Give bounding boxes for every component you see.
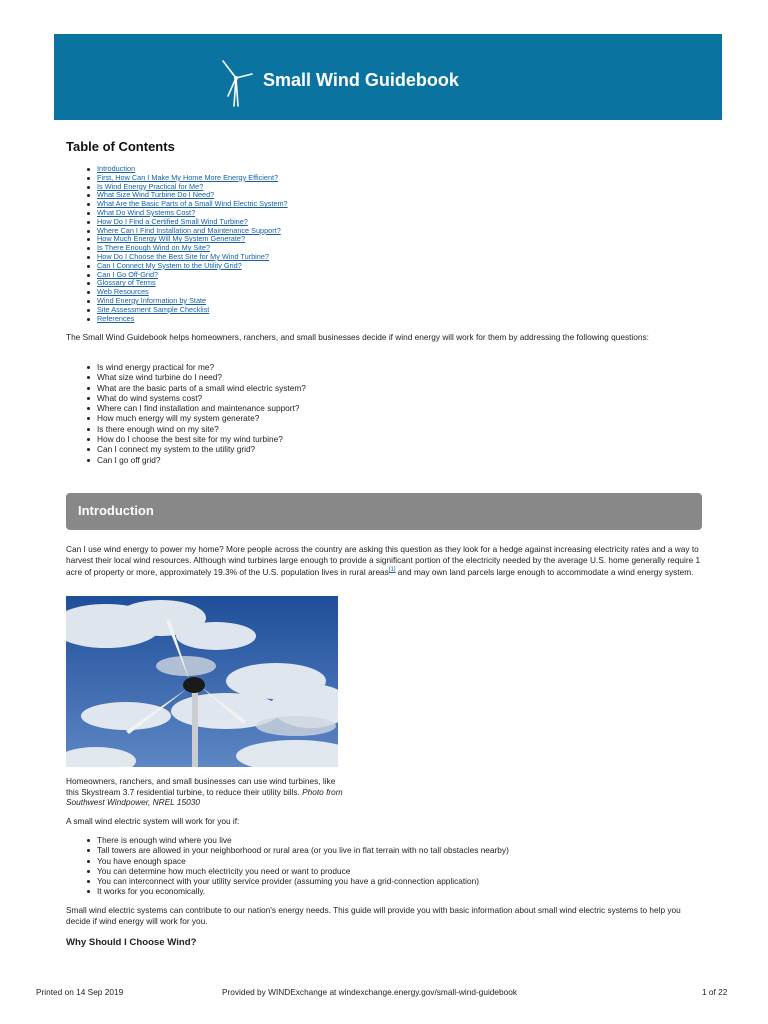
- toc-link[interactable]: Can I Connect My System to the Utility Grid?: [97, 260, 242, 270]
- question-item: Can I connect my system to the utility grid?: [87, 444, 306, 454]
- photo-caption: [66, 776, 346, 808]
- intro-text-end: and may own land parcels large enough to accommodate a wind energy system.: [395, 566, 694, 577]
- intro-body-paragraph: [66, 544, 702, 577]
- section-title: Introduction: [78, 503, 154, 518]
- question-item: What size wind turbine do I need?: [87, 372, 306, 382]
- questions-list: [87, 362, 306, 465]
- toc-link[interactable]: Wind Energy Information by State: [97, 295, 207, 305]
- caption-text: Homeowners, ranchers, and small businesses can use wind turbines, like this Skystream 3.7 residential turbine, to reduce their utility bills.: [66, 776, 336, 797]
- intro-text: Can I use wind energy to power my home? More people across the country are asking this question as they look for a hedge against increasing electricity rates and a way to harvest their local wind resources. Although wind turbines large enough to provide a significant portion of the electricity needed by the average U.S. home generally require 1 acre of property or more, approximately 19.3% of the U.S. population lives in rural areas: [66, 544, 701, 577]
- question-item: Is wind energy practical for me?: [87, 362, 306, 372]
- question-item: Can I go off grid?: [87, 455, 306, 465]
- page-title: Small Wind Guidebook: [263, 70, 459, 90]
- toc-link[interactable]: What Are the Basic Parts of a Small Wind Electric System?: [97, 199, 288, 209]
- question-item: Is there enough wind on my site?: [87, 424, 306, 434]
- question-item: What are the basic parts of a small wind electric system?: [87, 383, 306, 393]
- toc-list: [87, 165, 288, 323]
- condition-item: You can interconnect with your utility service provider (assuming you have a grid-connection application): [87, 876, 509, 886]
- question-item: What do wind systems cost?: [87, 393, 306, 403]
- footer-printed: Printed on 14 Sep 2019: [36, 987, 124, 997]
- question-item: How much energy will my system generate?: [87, 413, 306, 423]
- toc-link[interactable]: What Size Wind Turbine Do I Need?: [97, 190, 215, 200]
- toc-link[interactable]: Introduction: [97, 164, 136, 173]
- condition-item: Tall towers are allowed in your neighborhood or rural area (or you live in flat terrain with no tall obstacles nearby): [87, 845, 509, 855]
- reference-link[interactable]: [1]: [388, 567, 396, 573]
- condition-item: You have enough space: [87, 856, 509, 866]
- wind-turbine-photo: [66, 596, 338, 767]
- wind-turbine-icon: [218, 58, 254, 108]
- toc-link[interactable]: How Much Energy Will My System Generate?: [97, 234, 246, 244]
- closing-paragraph: Small wind electric systems can contribute to our nation's energy needs. This guide will provide you with basic information about small wind electric systems to help you decide if wind energy will work for you.: [66, 905, 681, 926]
- works-list: [87, 835, 509, 897]
- subheading: Why Should I Choose Wind?: [66, 937, 197, 948]
- toc-link[interactable]: How Do I Choose the Best Site for My Wind Turbine?: [97, 251, 269, 261]
- toc-link[interactable]: Web Resources: [97, 287, 149, 297]
- question-item: How do I choose the best site for my wind turbine?: [87, 434, 306, 444]
- condition-item: It works for you economically.: [87, 886, 509, 896]
- condition-item: There is enough wind where you live: [87, 835, 509, 845]
- toc-link[interactable]: How Do I Find a Certified Small Wind Turbine?: [97, 216, 248, 226]
- condition-item: You can determine how much electricity you need or want to produce: [87, 866, 509, 876]
- toc-item[interactable]: [87, 315, 288, 324]
- caption-credit: Photo from Southwest Windpower, NREL 15030: [66, 786, 343, 807]
- section-header-introduction: [66, 493, 702, 530]
- footer-provided: Provided by WINDExchange at windexchange.energy.gov/small-wind-guidebook: [222, 987, 518, 997]
- toc-link[interactable]: Site Assessment Sample Checklist: [97, 304, 210, 314]
- header-banner: [54, 34, 722, 120]
- toc-link[interactable]: Glossary of Terms: [97, 278, 156, 288]
- toc-link[interactable]: What Do Wind Systems Cost?: [97, 207, 196, 217]
- footer-page: 1 of 22: [702, 987, 728, 997]
- toc-link[interactable]: Where Can I Find Installation and Maintenance Support?: [97, 225, 281, 235]
- toc-link[interactable]: Is Wind Energy Practical for Me?: [97, 181, 204, 191]
- toc-link[interactable]: Can I Go Off-Grid?: [97, 269, 159, 279]
- intro-paragraph: The Small Wind Guidebook helps homeowners, ranchers, and small businesses decide if wind energy will work for them by addressing the following questions:: [66, 332, 649, 342]
- toc-link[interactable]: References: [97, 313, 135, 323]
- works-intro: A small wind electric system will work for you if:: [66, 816, 240, 826]
- toc-link[interactable]: First, How Can I Make My Home More Energy Efficient?: [97, 172, 279, 182]
- question-item: Where can I find installation and maintenance support?: [87, 403, 306, 413]
- toc-link[interactable]: Is There Enough Wind on My Site?: [97, 243, 211, 253]
- toc-heading: Table of Contents: [66, 139, 175, 154]
